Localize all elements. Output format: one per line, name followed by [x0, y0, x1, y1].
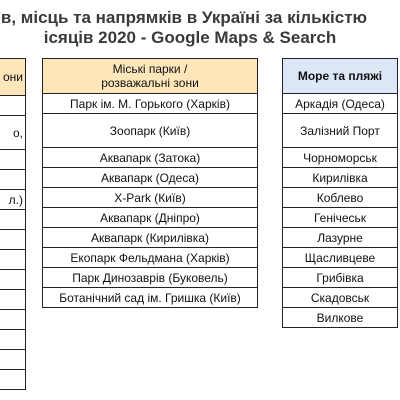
table-cell: Аркадія (Одеса)	[283, 94, 398, 114]
table-cell	[0, 96, 26, 116]
table-cell: Аквапарк (Дніпро)	[43, 208, 258, 228]
table-cell: Аквапарк (Затока)	[43, 148, 258, 168]
table-cell: Зоопарк (Київ)	[43, 114, 258, 148]
table-cell	[0, 270, 26, 290]
table-cell: Чорноморськ	[283, 148, 398, 168]
city-parks-header-line-1: Міські парки /	[112, 62, 188, 76]
city-parks-header-line-2: розважальні зони	[101, 76, 199, 90]
table-cell	[0, 170, 26, 190]
table-cell: Парк Динозаврів (Буковель)	[43, 268, 258, 288]
city-parks-header	[43, 59, 258, 94]
table-cell: Залізний Порт	[283, 114, 398, 148]
table-cell	[0, 210, 26, 230]
table-cell: Коблево	[283, 188, 398, 208]
slide-title-line-2: ісяців 2020 - Google Maps & Search	[43, 28, 337, 47]
table-cell	[0, 290, 26, 310]
table-cell: Скадовськ	[283, 288, 398, 308]
table-cell: Парк ім. М. Горького (Харків)	[43, 94, 258, 114]
table-cell: л.)	[0, 190, 26, 210]
left-table-header: они	[0, 59, 26, 96]
table-cell: Аквапарк (Кирилівка)	[43, 228, 258, 248]
table-cell: Вилкове	[283, 308, 398, 328]
sea-beaches-header: Море та пляжі	[283, 59, 398, 94]
table-cell: Лазурне	[283, 228, 398, 248]
table-cell: Ботанічний сад ім. Гришка (Київ)	[43, 288, 258, 308]
table-cell	[0, 150, 26, 170]
table-cell	[0, 230, 26, 250]
table-cell: Аквапарк (Одеса)	[43, 168, 258, 188]
slide-title-line-1: в, місць та напрямків в Україні за кількістю	[0, 8, 368, 27]
table-cell	[0, 350, 26, 370]
table-cell: о,	[0, 116, 26, 150]
city-parks-table	[42, 58, 258, 308]
table-cell	[0, 370, 26, 390]
table-cell: Екопарк Фельдмана (Харків)	[43, 248, 258, 268]
table-cell: Генічеськ	[283, 208, 398, 228]
sea-beaches-table	[282, 58, 398, 328]
table-cell: X-Park (Київ)	[43, 188, 258, 208]
table-cell	[0, 330, 26, 350]
table-cell: Кирилівка	[283, 168, 398, 188]
table-cell	[0, 310, 26, 330]
table-cell: Щасливцеве	[283, 248, 398, 268]
table-cell	[0, 250, 26, 270]
table-cell: Грибівка	[283, 268, 398, 288]
left-category-table	[0, 58, 26, 390]
